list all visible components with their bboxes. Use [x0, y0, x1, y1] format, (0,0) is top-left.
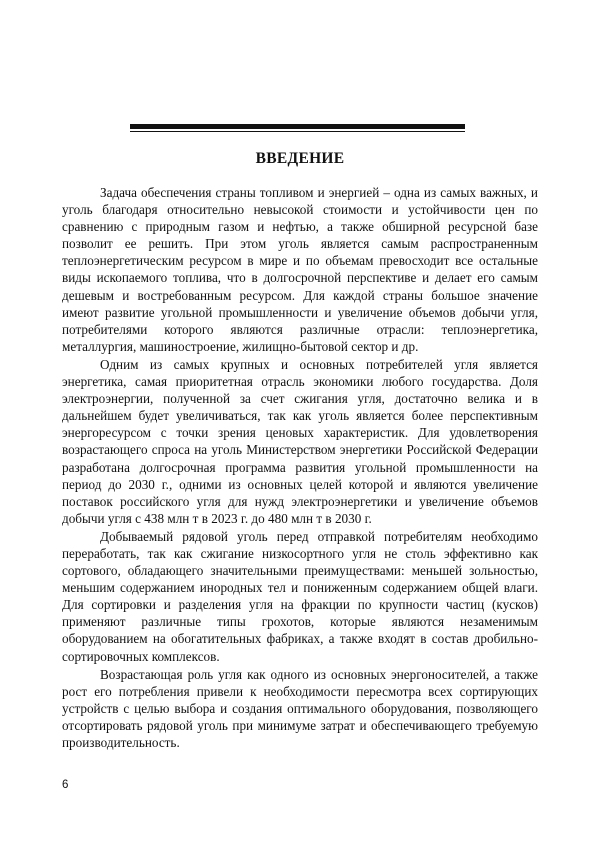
- paragraph-4: Возрастающая роль угля как одного из основных энергоносителей, а также рост его потребления привели к необходимости пересмотра всех сортирующих устройств с целью выбора и создания оптимального оборудования, позволяющего отсортировать рядовой уголь при минимуме затрат и обеспечивающего требуемую производительность.: [62, 666, 538, 750]
- page-number: 6: [62, 779, 69, 791]
- paragraph-1: Задача обеспечения страны топливом и энергией – одна из самых важных, и уголь благодаря относительно невысокой стоимости и устойчивости цен по сравнению с природным газом и нефтью, а также обширной ресурсной базе позволит ее решить. При этом уголь является самым распространенным теплоэнергетическим ресурсом в мире и по объемам превосходит все остальные виды ископаемого топлива, что в долгосрочной перспективе и делает его самым дешевым и востребованным ресурсом. Для каждой страны большое значение имеют развитие угольной промышленности и увеличение объемов добычи угля, потребителями которого являются различные отрасли: теплоэнергетика, металлургия, машиностроение, жилищно-бытовой сектор и др.: [62, 185, 538, 354]
- heading-rule-thin: [130, 131, 465, 132]
- body-text: [62, 184, 538, 751]
- paragraph-3: Добываемый рядовой уголь перед отправкой потребителям необходимо переработать, так как сжигание низкосортного угля не столь эффективно как сортового, обладающего значительными преимуществами: меньшей зольностью, меньшим содержанием инородных тел и пониженным содержанием общей влаги. Для сортировки и разделения угля на фракции по крупности частиц (кусков) применяют различные типы грохотов, которые являются незаменимым оборудованием на обогатительных фабриках, а также входят в состав дробильно-сортировочных комплексов.: [62, 528, 538, 664]
- paragraph-2: Одним из самых крупных и основных потребителей угля является энергетика, самая приоритетная отрасль экономики любого государства. Доля электроэнергии, полученной за счет сжигания угля, достаточно велика и в дальнейшем будет увеличиваться, так как уголь является более перспективным энергоресурсом с точки зрения ценовых характеристик. Для удовлетворения возрастающего спроса на уголь Министерством энергетики Российской Федерации разработана долгосрочная программа развития угольной промышленности на период до 2030 г., одними из основных целей которой и являются увеличение поставок российского угля для нужд электроэнергетики и увеличение объемов добычи угля с 438 млн т в 2023 г. до 480 млн т в 2030 г.: [62, 356, 538, 526]
- heading-rule-thick: [130, 124, 465, 129]
- heading-rule: [130, 124, 465, 132]
- section-heading: ВВЕДЕНИЕ: [255, 150, 345, 167]
